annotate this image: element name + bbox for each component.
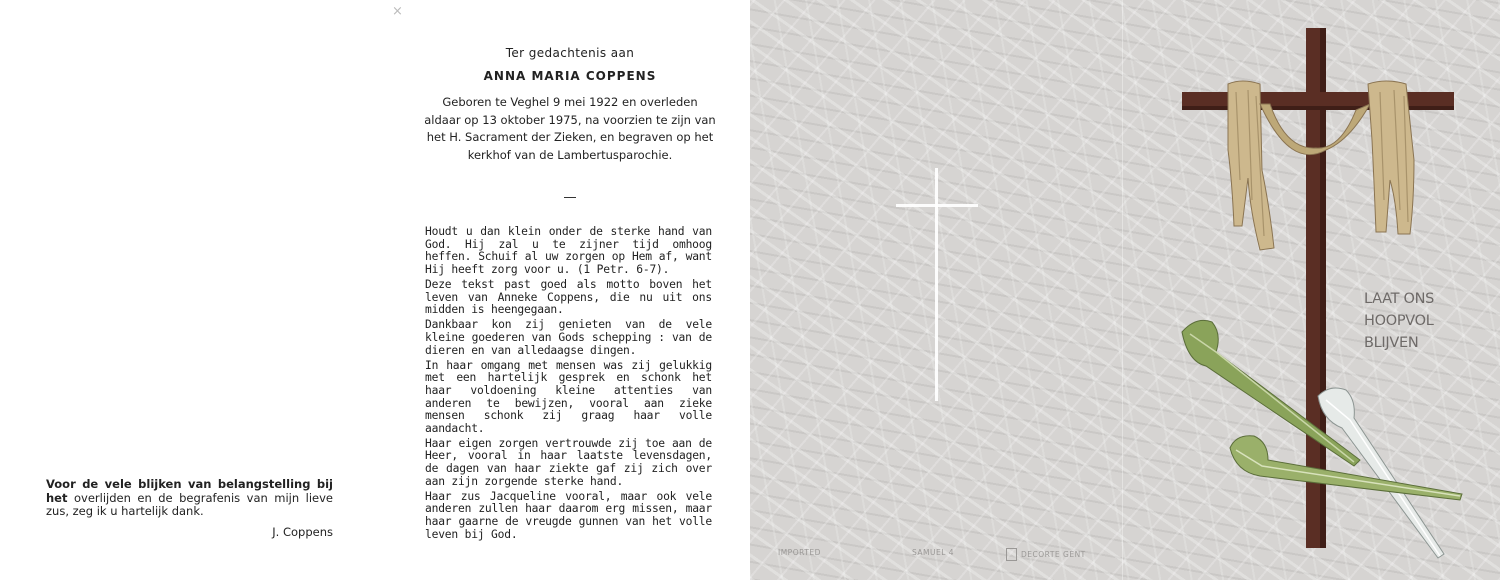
signature: J. Coppens bbox=[272, 525, 333, 539]
motto-line: HOOPVOL bbox=[1364, 313, 1434, 329]
deceased-name: ANNA MARIA COPPENS bbox=[483, 69, 657, 83]
motto-line: BLIJVEN bbox=[1364, 335, 1419, 351]
nail-green-icon bbox=[1182, 320, 1360, 466]
thank-you-bold: Voor de vele blijken van belangstelling bij het bbox=[46, 477, 333, 505]
memorial-heading: Ter gedachtenis aan bbox=[505, 46, 635, 60]
separator-dash bbox=[564, 197, 576, 198]
memorial-body bbox=[425, 226, 712, 544]
footer-imported: IMPORTED bbox=[778, 548, 821, 557]
footer-publisher bbox=[1006, 548, 1086, 561]
body-paragraph: Dankbaar kon zij genieten van de vele kleine goederen van Gods schepping : van de dieren en van alledaagse dingen. bbox=[425, 318, 712, 357]
cloth-left-drape bbox=[1228, 81, 1274, 250]
body-paragraph: Haar zus Jacqueline vooral, maar ook vele anderen zullen haar daarom erg missen, maar haar gaarne de vreugde gunnen van het volle leven bij God. bbox=[425, 489, 712, 541]
biography-text: Geboren te Veghel 9 mei 1922 en overleden aldaar op 13 oktober 1975, na voorzien te zijn van het H. Sacrament der Zieken, en begraven op het kerkhof van de Lambertusparochie. bbox=[424, 95, 716, 162]
motto-text bbox=[1364, 288, 1434, 354]
fold-line bbox=[1122, 0, 1123, 580]
publisher-name: DECORTE GENT bbox=[1021, 550, 1086, 559]
cloth-center-drape bbox=[1260, 104, 1370, 155]
body-paragraph: Haar eigen zorgen vertrouwde zij toe aan de Heer, vooral in haar laatste levensdagen, de dagen van haar ziekte gaf zij zich over aan zijn zorgende sterke hand. bbox=[425, 436, 712, 488]
motto-line: LAAT ONS bbox=[1364, 291, 1435, 307]
nail-white-icon bbox=[1318, 388, 1444, 558]
footer-series: SAMUEL 4 bbox=[912, 548, 955, 557]
cross-vertical-beam bbox=[1306, 28, 1326, 548]
thank-you-note bbox=[46, 478, 333, 519]
body-paragraph: Deze tekst past goed als motto boven het leven van Anneke Coppens, die nu uit ons midden is heengegaan. bbox=[425, 277, 712, 317]
white-cross-icon bbox=[935, 168, 938, 401]
cross-horizontal-beam bbox=[1182, 92, 1454, 110]
body-paragraph: In haar omgang met mensen was zij gelukkig met een hartelijk gesprek en schonk het haar voldoening kleine attenties van anderen te bewijzen, vooral aan zieke mensen schonk zij graag haar volle aandacht. bbox=[425, 358, 712, 435]
card-cover-panel bbox=[750, 0, 1500, 580]
publisher-logo-icon bbox=[1006, 548, 1017, 561]
pencil-mark: × bbox=[392, 4, 403, 19]
body-paragraph: Houdt u dan klein onder de sterke hand van God. Hij zal u te zijner tijd omhoog heffen. Schuif al uw zorgen op Hem af, want Hij heeft zorg voor u. (1 Petr. 6-7). bbox=[425, 225, 712, 276]
nail-green-lower-icon bbox=[1230, 436, 1462, 500]
cloth-right-drape bbox=[1368, 81, 1414, 234]
thank-you-rest: overlijden en de begrafenis van mijn lieve zus, zeg ik u hartelijk dank. bbox=[46, 490, 334, 518]
white-cross-bar bbox=[896, 204, 978, 207]
